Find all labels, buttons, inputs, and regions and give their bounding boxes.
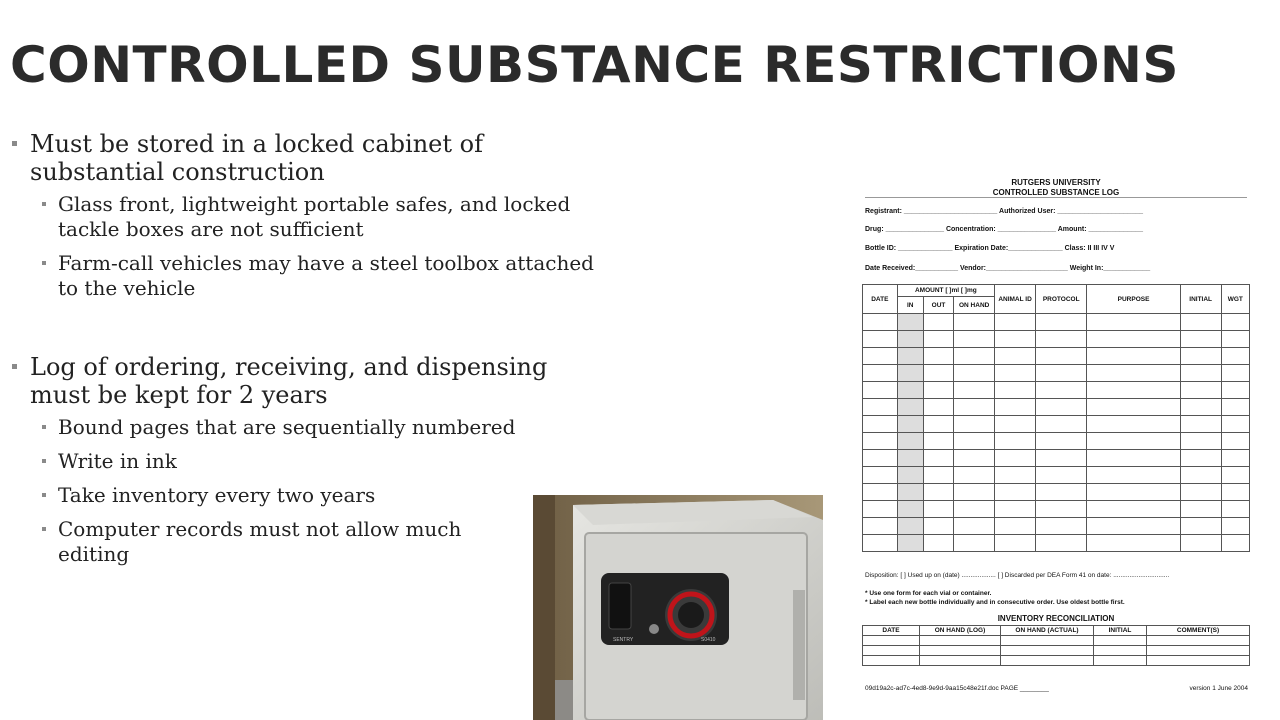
form-footer-filename: 09d19a2c-ad7c-4ed8-9e9d-9aa15c48e21f.doc PAGE ________ bbox=[865, 685, 1049, 692]
log-table bbox=[862, 284, 1250, 552]
form-note-2: * Label each new bottle individually and in consecutive order. Use oldest bottle first. bbox=[865, 599, 1125, 606]
date-received-line: Date Received:___________ Vendor:_____________________ Weight In:____________ bbox=[865, 265, 1151, 272]
inv-col-initial: INITIAL bbox=[1094, 626, 1147, 636]
registrant-line: Registrant: ________________________ Authorized User: ______________________ bbox=[865, 208, 1143, 215]
log-form-divider bbox=[865, 197, 1247, 198]
bullet-storage: Must be stored in a locked cabinet of substantial construction bbox=[10, 130, 610, 186]
col-purpose: PURPOSE bbox=[1087, 285, 1180, 314]
safe-brand-label: SENTRY bbox=[613, 637, 634, 643]
log-form-title-2: CONTROLLED SUBSTANCE LOG bbox=[992, 188, 1120, 197]
log-table-body bbox=[863, 314, 1250, 552]
inv-col-onhand-log: ON HAND (LOG) bbox=[920, 626, 1001, 636]
disposition-line: Disposition: [ ] Used up on (date) ................... [ ] Discarded per DEA Form 41 on date: ............................... bbox=[865, 572, 1170, 579]
inv-col-date: DATE bbox=[863, 626, 920, 636]
bullet-list bbox=[10, 130, 610, 576]
sub-bullet-glass-front: Glass front, lightweight portable safes, and locked tackle boxes are not sufficient bbox=[40, 192, 610, 242]
sub-bullet-computer-records: Computer records must not allow much editing bbox=[40, 517, 528, 567]
inv-col-comments: COMMENT(S) bbox=[1147, 626, 1250, 636]
col-date: DATE bbox=[863, 285, 898, 314]
bottle-line: Bottle ID: ______________ Expiration Date:______________ Class: II III IV V bbox=[865, 245, 1115, 252]
inventory-table bbox=[862, 625, 1250, 666]
col-protocol: PROTOCOL bbox=[1036, 285, 1087, 314]
form-footer-version: version 1 June 2004 bbox=[1189, 685, 1248, 692]
col-in: IN bbox=[897, 297, 923, 314]
col-on-hand: ON HAND bbox=[954, 297, 995, 314]
col-amount: AMOUNT [ ]ml [ ]mg bbox=[897, 285, 995, 297]
sub-bullet-ink: Write in ink bbox=[40, 449, 610, 474]
sub-bullet-inventory: Take inventory every two years bbox=[40, 483, 610, 508]
safe-image bbox=[533, 495, 823, 720]
sub-bullet-farm-call: Farm-call vehicles may have a steel toolbox attached to the vehicle bbox=[40, 251, 610, 301]
col-animal-id: ANIMAL ID bbox=[995, 285, 1036, 314]
bullet-log: Log of ordering, receiving, and dispensing must be kept for 2 years bbox=[10, 353, 610, 409]
safe-photo bbox=[533, 495, 823, 720]
col-out: OUT bbox=[923, 297, 953, 314]
col-wgt: WGT bbox=[1221, 285, 1249, 314]
col-initial: INITIAL bbox=[1180, 285, 1221, 314]
inv-col-onhand-actual: ON HAND (ACTUAL) bbox=[1001, 626, 1094, 636]
controlled-substance-log-form bbox=[860, 170, 1252, 700]
log-form-title-1: RUTGERS UNIVERSITY bbox=[1011, 178, 1101, 187]
form-note-1: * Use one form for each vial or container. bbox=[865, 590, 992, 597]
safe-model-label: S0410 bbox=[701, 637, 716, 643]
drug-line: Drug: _______________ Concentration: _______________ Amount: ______________ bbox=[865, 226, 1143, 233]
inventory-reconciliation-title: INVENTORY RECONCILIATION bbox=[997, 614, 1115, 623]
slide-title: CONTROLLED SUBSTANCE RESTRICTIONS bbox=[10, 36, 1179, 94]
sub-bullet-bound-pages: Bound pages that are sequentially numbered bbox=[40, 415, 610, 440]
